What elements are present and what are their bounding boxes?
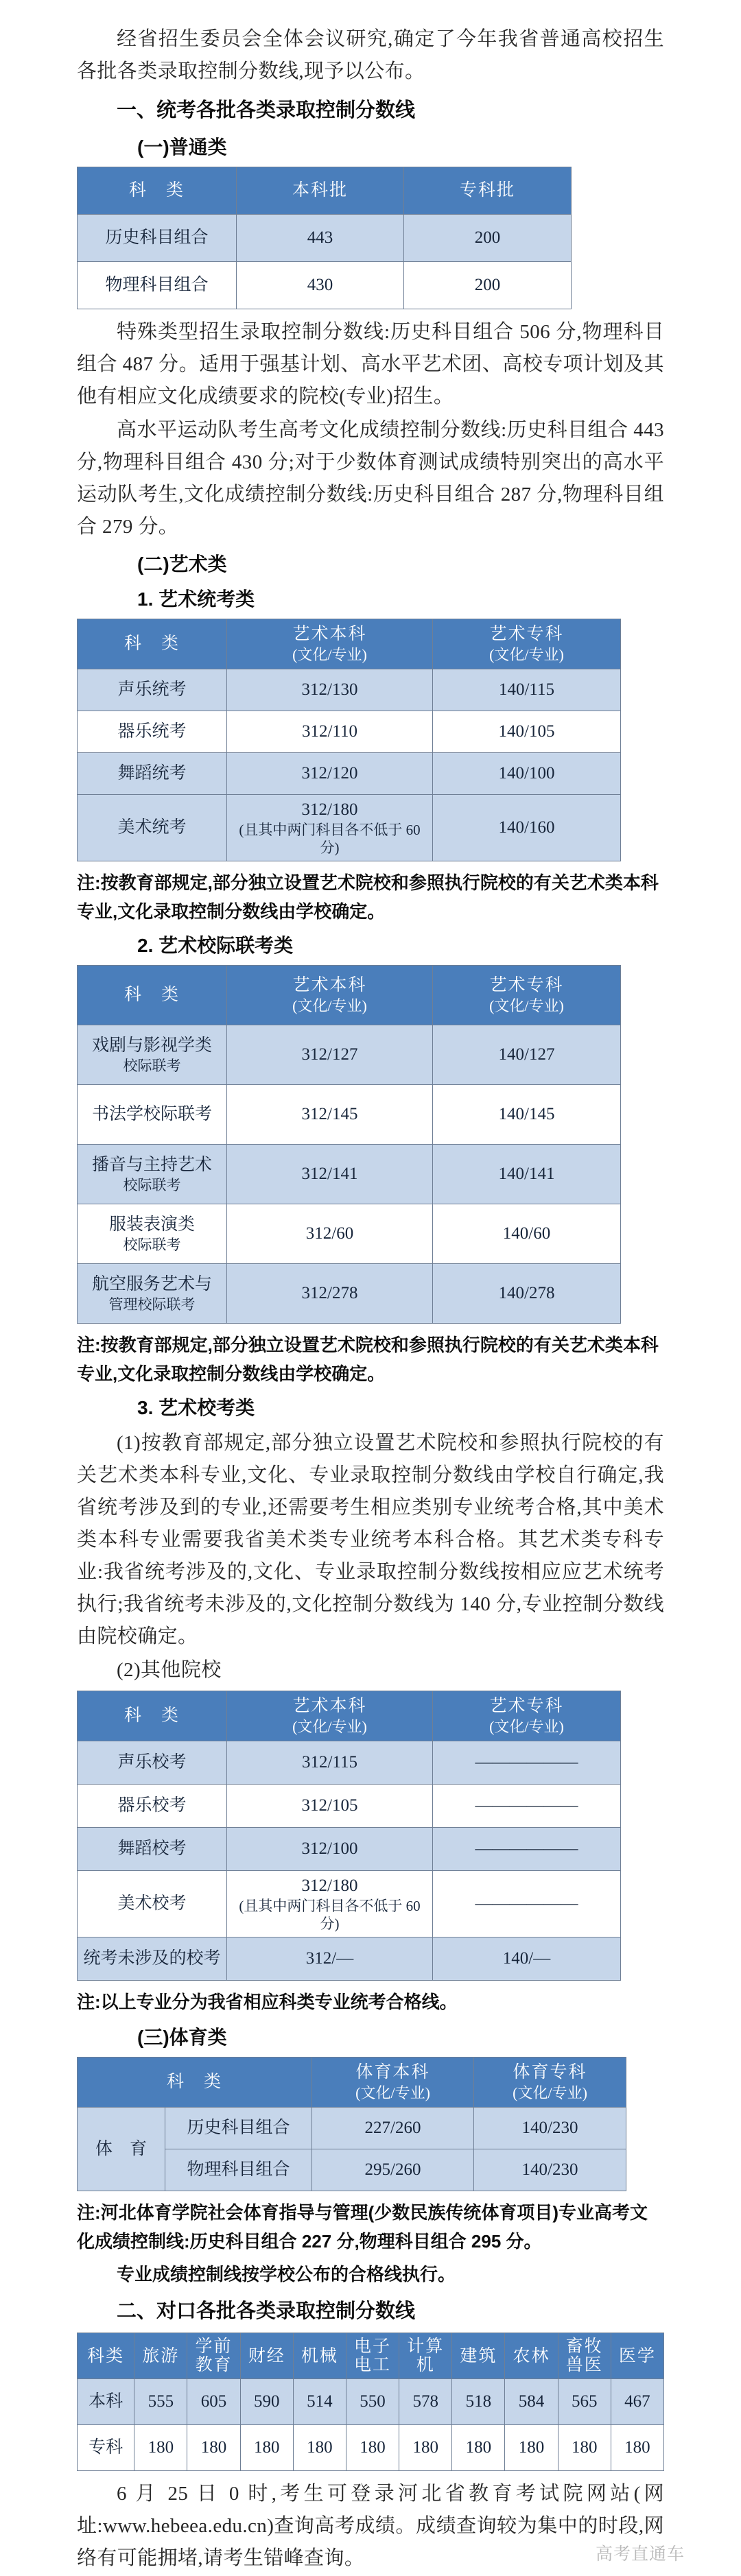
- cell-subvalue: 校际联考: [123, 1237, 181, 1253]
- art-xiaokao-note: 注:以上专业分为我省相应科类专业统考合格线。: [77, 1992, 458, 2012]
- col-header-sports-undergrad: [312, 2058, 474, 2108]
- art-joint-exam-table: [77, 965, 621, 1324]
- col-header-text: 学前: [195, 2337, 233, 2356]
- cell-category: 美术统考: [78, 795, 227, 861]
- col-header-subtext: (文化/专业): [489, 646, 564, 663]
- cell-category: 舞蹈校考: [78, 1828, 227, 1871]
- row-label-junior: 专科: [78, 2425, 134, 2471]
- cell-category: 美术校考: [78, 1871, 227, 1937]
- cell-value: 565: [558, 2379, 611, 2425]
- cell-value: 180: [293, 2425, 346, 2471]
- cell-junior: ——————: [433, 1828, 621, 1871]
- cell-undergrad: 312/120: [227, 753, 433, 795]
- col-header-art-undergrad: [227, 966, 433, 1025]
- col-header-art-junior: [433, 1691, 621, 1741]
- table-header-row: [78, 619, 621, 669]
- cell-undergrad: [227, 1871, 433, 1937]
- cell-value: 590: [240, 2379, 293, 2425]
- table-row: [78, 1828, 621, 1871]
- col-header-medicine: [611, 2333, 663, 2379]
- cell-junior: 140/100: [433, 753, 621, 795]
- sports-note-1: 注:河北体育学院社会体育指导与管理(少数民族传统体育项目)专业高考文化成绩控制线:历史科目组合 227 分,物理科目组合 295 分。: [77, 2202, 648, 2252]
- cell-junior: 140/160: [433, 795, 621, 861]
- cell-undergrad: 443: [237, 215, 404, 262]
- cell-value: 180: [505, 2425, 558, 2471]
- col-header-text: 艺术本科: [292, 625, 367, 643]
- cell-junior: ——————: [433, 1741, 621, 1785]
- cell-value: 555: [134, 2379, 187, 2425]
- cell-value: 180: [611, 2425, 663, 2471]
- col-header-electrical: [346, 2333, 399, 2379]
- cell-category: 物理科目组合: [78, 262, 237, 309]
- art-tongkao-note: 注:按教育部规定,部分独立设置艺术院校和参照执行院校的有关艺术类本科专业,文化录取控制分数线由学校确定。: [77, 872, 659, 922]
- cell-category: 历史科目组合: [165, 2108, 312, 2149]
- table-row: [78, 795, 621, 861]
- common-category-table: [77, 167, 572, 309]
- art-tongkao-heading: 1. 艺术统考类: [137, 588, 255, 610]
- cell-junior: ——————: [433, 1785, 621, 1828]
- cell-category: 器乐统考: [78, 711, 227, 753]
- col-header-text2: 电工: [354, 2356, 392, 2374]
- cell-category: 声乐校考: [78, 1741, 227, 1785]
- table-header-row: [78, 1691, 621, 1741]
- section-1-heading: 一、统考各批各类录取控制分数线: [117, 99, 416, 121]
- table-header-row: [78, 167, 572, 215]
- cell-group-label: 体 育: [78, 2108, 165, 2191]
- cell-undergrad: 312/60: [227, 1204, 433, 1264]
- closing-paragraph: 6 月 25 日 0 时,考生可登录河北省教育考试院网站(网址:www.hebeea.edu.cn)查询高考成绩。成绩查询较为集中的时段,网络有可能拥堵,请考生错峰查询。: [77, 2483, 664, 2569]
- subsection-common-heading: (一)普通类: [137, 136, 227, 158]
- cell-junior: 140/141: [433, 1145, 621, 1204]
- cell-undergrad: 312/145: [227, 1085, 433, 1145]
- art-xiaokao-heading: 3. 艺术校考类: [137, 1397, 255, 1418]
- table-row: [78, 1741, 621, 1785]
- cell-undergrad: 312/105: [227, 1785, 433, 1828]
- cell-undergrad: 295/260: [312, 2149, 474, 2191]
- cell-category: [78, 1085, 227, 1145]
- cell-value: 180: [399, 2425, 452, 2471]
- cell-category: 器乐校考: [78, 1785, 227, 1828]
- cell-subvalue: 管理校际联考: [108, 1296, 196, 1313]
- cell-undergrad: 312/127: [227, 1025, 433, 1085]
- cell-value: 514: [293, 2379, 346, 2425]
- col-header-agriculture: [505, 2333, 558, 2379]
- col-header-subtext: (文化/专业): [489, 997, 564, 1014]
- cell-undergrad: 312/100: [227, 1828, 433, 1871]
- col-header-art-undergrad: [227, 619, 433, 669]
- table-row: [78, 669, 621, 711]
- cell-category: [78, 1204, 227, 1264]
- table-row: [78, 1871, 621, 1937]
- high-level-athlete-paragraph: 高水平运动队考生高考文化成绩控制分数线:历史科目组合 443 分,物理科目组合 430 分;对于少数体育测试成绩特别突出的高水平运动队考生,文化成绩控制分数线:历史科目组合 287 分,物理科目组合 279 分。: [77, 419, 664, 538]
- cell-junior: 140/230: [474, 2108, 626, 2149]
- cell-value: 书法学校际联考: [91, 1105, 212, 1123]
- col-header-text: 计算: [407, 2337, 445, 2356]
- cell-junior: 200: [404, 215, 572, 262]
- cell-value: 180: [452, 2425, 505, 2471]
- cell-value: 605: [187, 2379, 240, 2425]
- col-header-text: 机械: [301, 2346, 338, 2365]
- table-row: [78, 1264, 621, 1324]
- cell-junior: 140/278: [433, 1264, 621, 1324]
- col-header-text: 旅游: [142, 2346, 180, 2365]
- cell-undergrad: 312/141: [227, 1145, 433, 1204]
- table-row: [78, 2379, 664, 2425]
- cell-value: 180: [558, 2425, 611, 2471]
- cell-value: 312/180: [301, 800, 358, 819]
- col-header-junior: 专科批: [404, 167, 572, 215]
- col-header-preschool-education: [187, 2333, 240, 2379]
- cell-junior: 140/127: [433, 1025, 621, 1085]
- table-row: [78, 2425, 664, 2471]
- col-header-text: 畜牧: [565, 2337, 603, 2356]
- cell-undergrad: 312/130: [227, 669, 433, 711]
- col-header-subtext: (文化/专业): [292, 646, 367, 663]
- col-header-architecture: [452, 2333, 505, 2379]
- cell-undergrad: 312/115: [227, 1741, 433, 1785]
- table-row: [78, 1204, 621, 1264]
- cell-value: 180: [346, 2425, 399, 2471]
- cell-value: 戏剧与影视学类: [91, 1036, 212, 1055]
- table-header-row: [78, 966, 621, 1025]
- col-header-art-undergrad: [227, 1691, 433, 1741]
- cell-value: 服装表演类: [108, 1215, 195, 1234]
- table-row: [78, 215, 572, 262]
- col-header-text: 艺术专科: [489, 1697, 564, 1715]
- table-row: [78, 2108, 626, 2149]
- table-row: [78, 1025, 621, 1085]
- cell-value: 578: [399, 2379, 452, 2425]
- cell-undergrad: 312/278: [227, 1264, 433, 1324]
- watermark: 高考直通车: [595, 2544, 685, 2564]
- col-header-text: 电子: [354, 2337, 392, 2356]
- table-row: [78, 753, 621, 795]
- col-header-text: 医学: [618, 2346, 656, 2365]
- table-row: [78, 1785, 621, 1828]
- col-header-category: 科 类: [78, 2058, 312, 2108]
- col-header-text: 艺术专科: [489, 976, 564, 994]
- cell-junior: 140/230: [474, 2149, 626, 2191]
- cell-subvalue: (且其中两门科目各不低于 60 分): [239, 822, 421, 856]
- col-header-tourism: [134, 2333, 187, 2379]
- col-header-category: 科 类: [78, 167, 237, 215]
- cell-undergrad: [227, 795, 433, 861]
- col-header-computer: [399, 2333, 452, 2379]
- col-header-category: 科 类: [78, 1691, 227, 1741]
- sports-category-table: [77, 2057, 626, 2191]
- sports-note-2: 专业成绩控制线按学校公布的合格线执行。: [117, 2264, 456, 2285]
- col-header-subtext: (文化/专业): [513, 2084, 587, 2101]
- cell-undergrad: 227/260: [312, 2108, 474, 2149]
- cell-subvalue: 校际联考: [123, 1177, 181, 1193]
- col-header-art-junior: [433, 966, 621, 1025]
- col-header-text: 艺术本科: [292, 976, 367, 994]
- col-header-veterinary: [558, 2333, 611, 2379]
- art-xiaokao-paragraph-1: (1)按教育部规定,部分独立设置艺术院校和参照执行院校的有关艺术类本科专业,文化、专业录取控制分数线由学校自行确定,我省统考涉及到的专业,还需要考生相应类别专业统考合格,其中美术类本科专业需要我省美术类专业统考本科合格。其艺术类专科专业:我省统考涉及的,文化、专业录取控制分数线按相应应艺术统考执行;我省统考未涉及的,文化控制分数线为 140 分,专业控制分数线由院校确定。: [77, 1432, 664, 1647]
- cell-junior: 140/115: [433, 669, 621, 711]
- cell-subvalue: 校际联考: [123, 1058, 181, 1074]
- vocational-category-table: [77, 2333, 664, 2471]
- col-header-text: 建筑: [460, 2346, 497, 2365]
- cell-category: 历史科目组合: [78, 215, 237, 262]
- row-label-undergrad: 本科: [78, 2379, 134, 2425]
- cell-category: 声乐统考: [78, 669, 227, 711]
- col-header-finance: [240, 2333, 293, 2379]
- cell-undergrad: 312/110: [227, 711, 433, 753]
- section-2-heading: 二、对口各批各类录取控制分数线: [117, 2300, 416, 2322]
- table-row: [78, 1085, 621, 1145]
- cell-value: 播音与主持艺术: [91, 1156, 212, 1174]
- table-row: [78, 711, 621, 753]
- col-header-text: 财经: [248, 2346, 285, 2365]
- col-header-text: 农林: [513, 2346, 550, 2365]
- cell-undergrad: 312/—: [227, 1937, 433, 1981]
- col-header-undergrad: 本科批: [237, 167, 404, 215]
- art-xiaoji-heading: 2. 艺术校际联考类: [137, 935, 294, 956]
- cell-junior: 140/—: [433, 1937, 621, 1981]
- cell-value: 180: [134, 2425, 187, 2471]
- table-header-row: [78, 2058, 626, 2108]
- col-header-art-junior: [433, 619, 621, 669]
- col-header-subtext: (文化/专业): [292, 1718, 367, 1735]
- cell-junior: 140/60: [433, 1204, 621, 1264]
- cell-value: 467: [611, 2379, 663, 2425]
- cell-value: 180: [240, 2425, 293, 2471]
- cell-category: 统考未涉及的校考: [78, 1937, 227, 1981]
- table-row: [78, 1937, 621, 1981]
- col-header-text2: 兽医: [565, 2356, 603, 2374]
- intro-paragraph: 经省招生委员会全体会议研究,确定了今年我省普通高校招生各批各类录取控制分数线,现予以公布。: [77, 28, 664, 82]
- cell-category: [78, 1025, 227, 1085]
- table-row: [78, 1145, 621, 1204]
- col-header-subtext: (文化/专业): [489, 1718, 564, 1735]
- cell-junior: 140/145: [433, 1085, 621, 1145]
- cell-category: 物理科目组合: [165, 2149, 312, 2191]
- col-header-text: 体育本科: [355, 2063, 430, 2082]
- art-unified-exam-table: [77, 619, 621, 861]
- cell-value: 550: [346, 2379, 399, 2425]
- col-header-text: 艺术本科: [292, 1697, 367, 1715]
- cell-value: 180: [187, 2425, 240, 2471]
- cell-subvalue: (且其中两门科目各不低于 60 分): [239, 1898, 421, 1932]
- cell-value: 518: [452, 2379, 505, 2425]
- col-header-text: 艺术专科: [489, 625, 564, 643]
- cell-junior: 200: [404, 262, 572, 309]
- cell-category: [78, 1264, 227, 1324]
- cell-category: 舞蹈统考: [78, 753, 227, 795]
- col-header-text: 科类: [87, 2346, 125, 2365]
- table-row: [78, 262, 572, 309]
- cell-value: 航空服务艺术与: [91, 1275, 212, 1293]
- cell-value: 312/180: [301, 1876, 358, 1895]
- cell-junior: ——————: [433, 1871, 621, 1937]
- col-header-subtext: (文化/专业): [292, 997, 367, 1014]
- col-header-text2: 教育: [195, 2356, 233, 2374]
- col-header-sports-junior: [474, 2058, 626, 2108]
- cell-junior: 140/105: [433, 711, 621, 753]
- art-xiaoji-note: 注:按教育部规定,部分独立设置艺术院校和参照执行院校的有关艺术类本科专业,文化录取控制分数线由学校确定。: [77, 1335, 659, 1384]
- col-header-text2: 机: [416, 2356, 435, 2374]
- col-header-text: 体育专科: [513, 2063, 587, 2082]
- special-type-paragraph: 特殊类型招生录取控制分数线:历史科目组合 506 分,物理科目组合 487 分。适用于强基计划、高水平艺术团、高校专项计划及其他有相应文化成绩要求的院校(专业)招生。: [77, 321, 664, 407]
- col-header-subtext: (文化/专业): [355, 2084, 430, 2101]
- col-header-machinery: [293, 2333, 346, 2379]
- cell-value: 584: [505, 2379, 558, 2425]
- col-header-category: 科 类: [78, 619, 227, 669]
- art-other-schools-table: [77, 1691, 621, 1981]
- col-header-category: 科 类: [78, 966, 227, 1025]
- art-xiaokao-paragraph-2: (2)其他院校: [117, 1659, 222, 1681]
- subsection-art-heading: (二)艺术类: [137, 553, 227, 575]
- cell-category: [78, 1145, 227, 1204]
- table-header-row: [78, 2333, 664, 2379]
- subsection-sports-heading: (三)体育类: [137, 2027, 227, 2048]
- col-header-category: [78, 2333, 134, 2379]
- cell-undergrad: 430: [237, 262, 404, 309]
